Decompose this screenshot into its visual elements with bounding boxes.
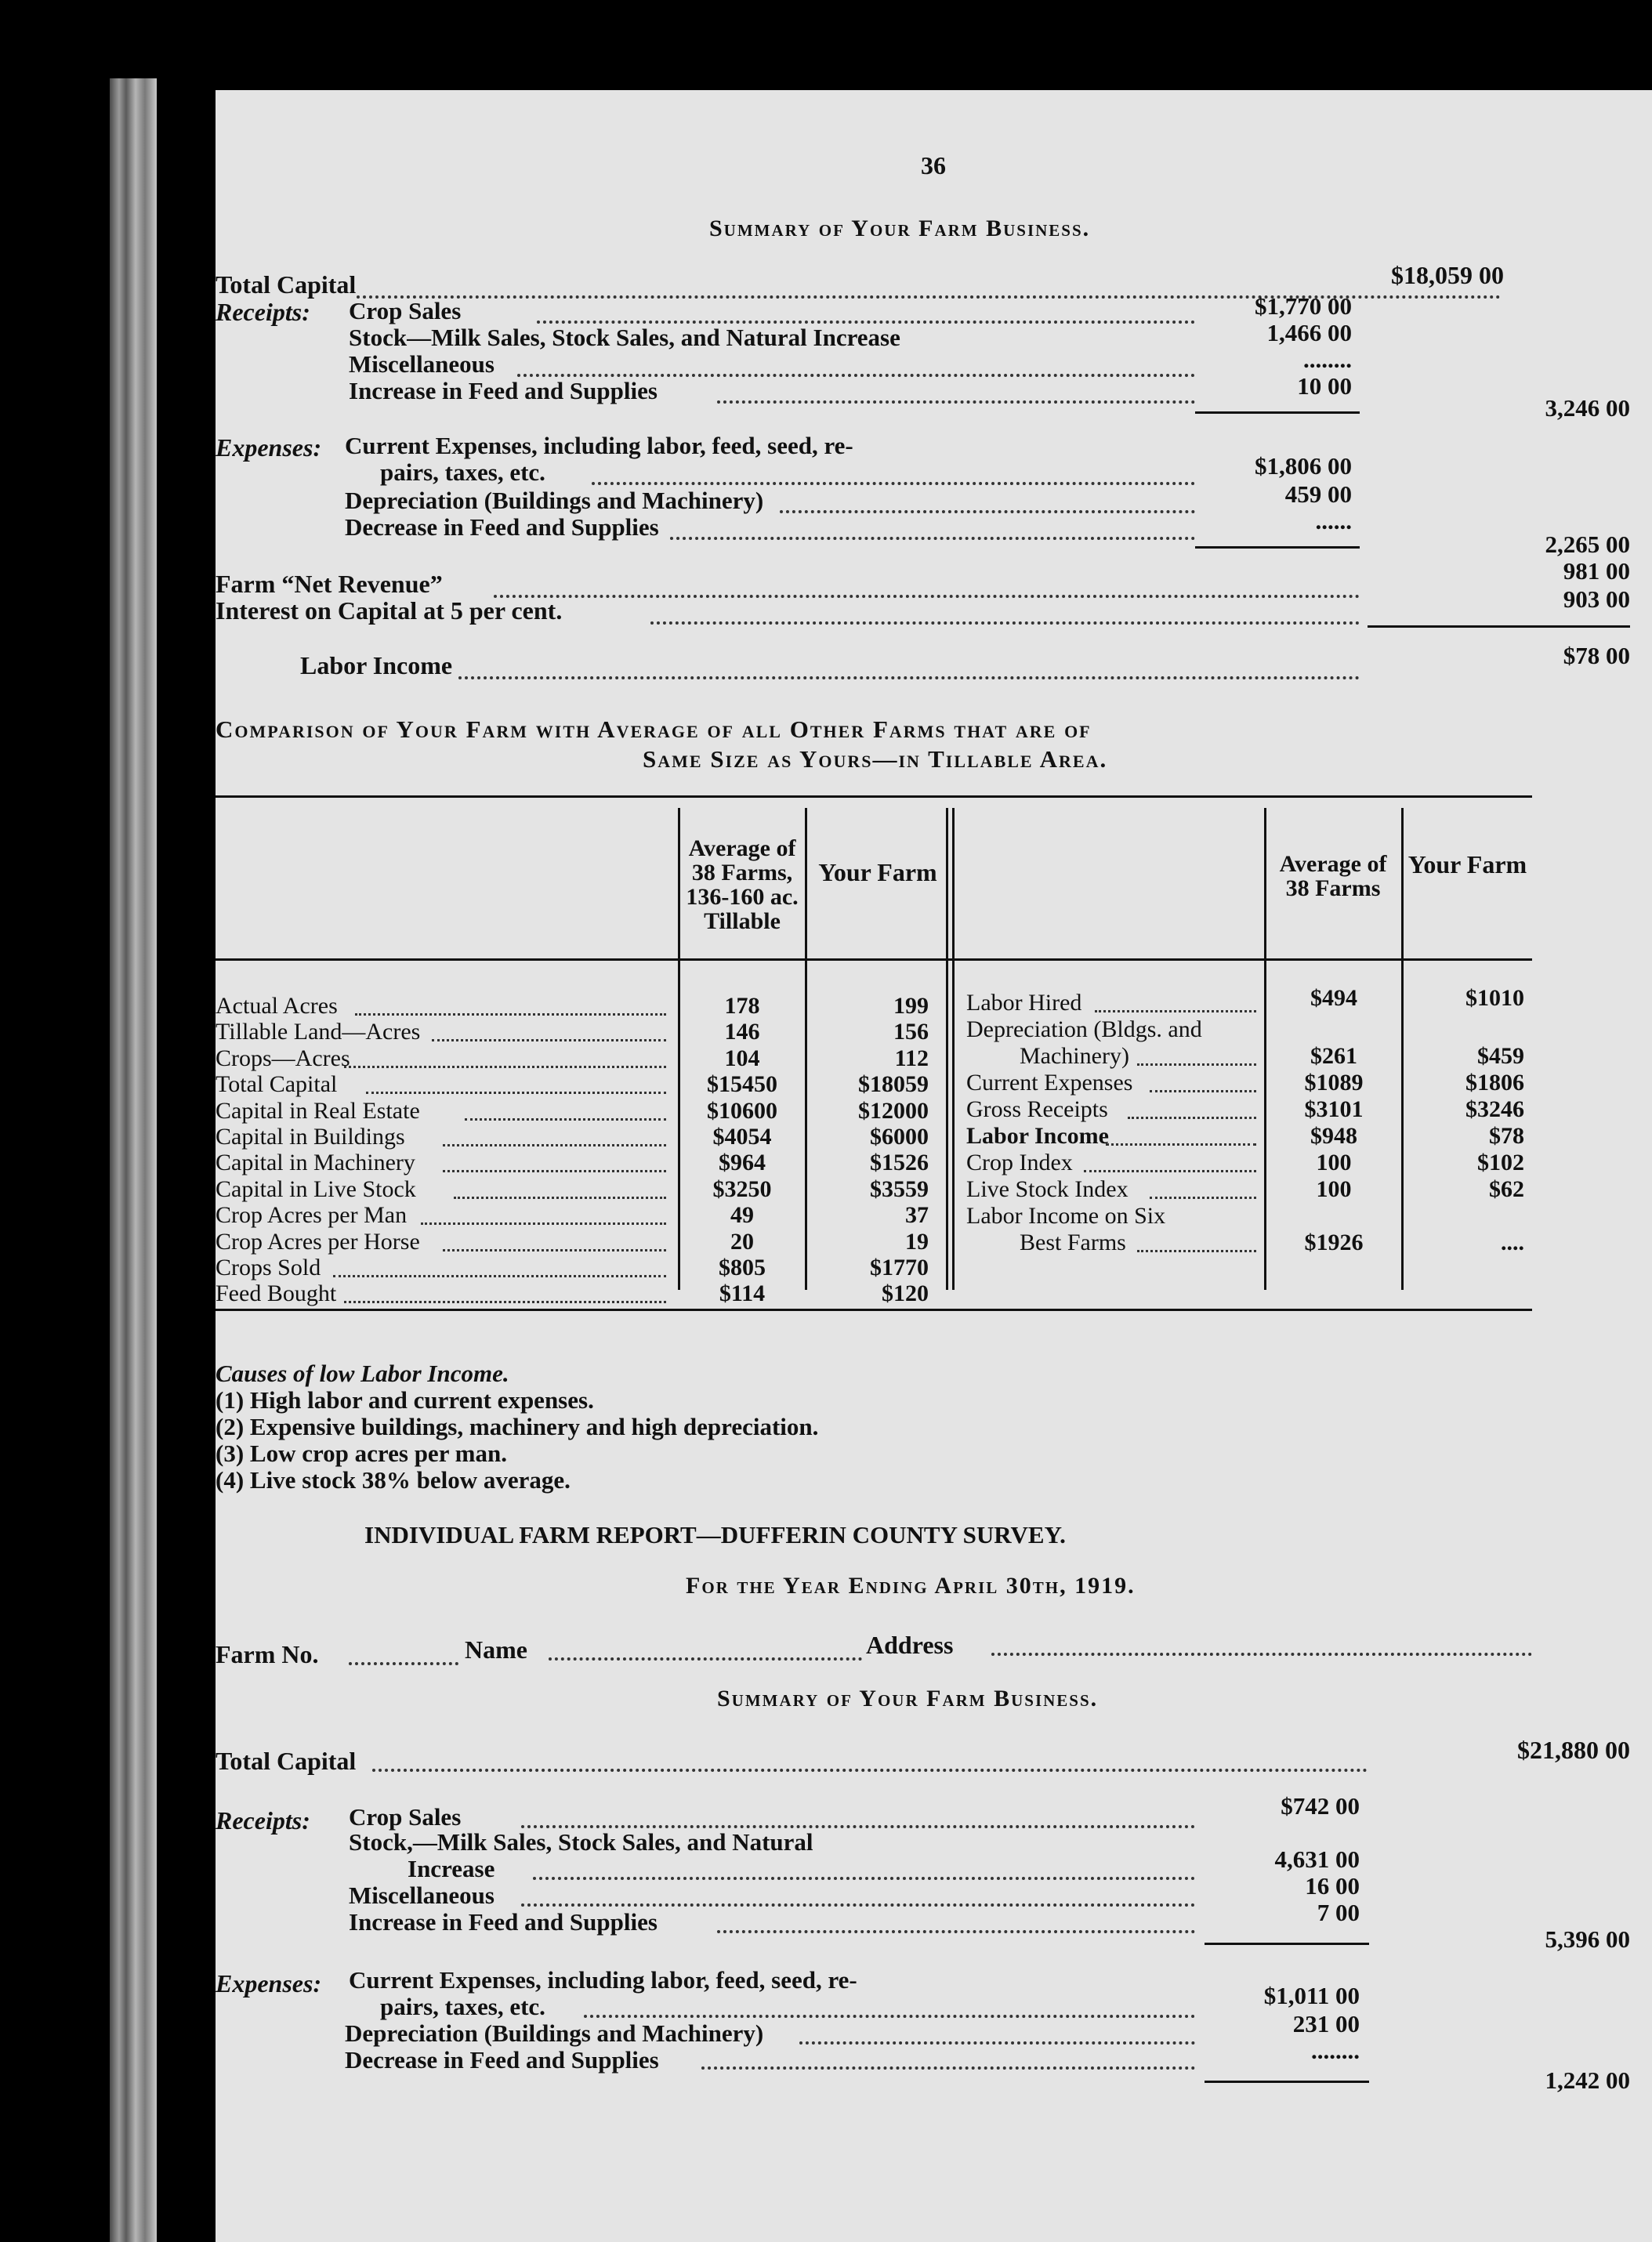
left-row-your-farm: $18059 xyxy=(858,1071,929,1098)
report2-crop-sales-label: Crop Sales xyxy=(349,1803,462,1831)
left-row-label: Feed Bought xyxy=(216,1280,337,1307)
left-row-your-farm: 156 xyxy=(893,1019,929,1045)
interest-label: Interest on Capital at 5 per cent. xyxy=(216,596,563,625)
right-row-label: Labor Income on Six xyxy=(966,1203,1166,1229)
subtotal-rule xyxy=(1205,1943,1369,1945)
comparison-heading-line2: Same Size as Yours—in Tillable Area. xyxy=(643,745,1108,773)
leader-dots xyxy=(1095,1010,1256,1012)
book-edge xyxy=(110,78,157,2242)
leader-dots xyxy=(349,1662,458,1665)
name-label: Name xyxy=(465,1635,527,1664)
leader-dots xyxy=(717,1930,1195,1933)
leader-dots xyxy=(421,1222,666,1225)
right-row-your-farm: $78 xyxy=(1489,1123,1524,1149)
leader-dots xyxy=(443,1170,666,1172)
total-capital-label: Total Capital xyxy=(216,270,357,299)
right-row-label: Machinery) xyxy=(1020,1043,1129,1069)
report2-heading: Summary of Your Farm Business. xyxy=(717,1686,1099,1711)
leader-dots xyxy=(333,1275,666,1277)
left-row-label: Crops Sold xyxy=(216,1255,321,1280)
address-label: Address xyxy=(866,1631,954,1659)
total-rule xyxy=(1368,625,1630,628)
left-row-average: $114 xyxy=(719,1280,766,1307)
left-row-label: Crop Acres per Man xyxy=(216,1202,408,1229)
comparison-heading-line1: Comparison of Your Farm with Average of all Other Farms that are of xyxy=(216,715,1092,743)
expenses-decrease-label: Decrease in Feed and Supplies xyxy=(345,513,659,541)
report2-expenses-depreciation-value: 231 00 xyxy=(1292,2010,1360,2037)
report2-title: INDIVIDUAL FARM REPORT—DUFFERIN COUNTY SURVEY. xyxy=(364,1521,1066,1548)
report2-subtitle: For the Year Ending April 30th, 1919. xyxy=(686,1573,1136,1599)
leader-dots xyxy=(458,676,1360,679)
report2-expenses-decrease-value: ........ xyxy=(1311,2037,1360,2064)
report2-increase-label: Increase in Feed and Supplies xyxy=(349,1908,658,1936)
leader-dots xyxy=(584,2015,1195,2018)
table-bottom-rule xyxy=(216,1309,1532,1311)
right-row-label: Labor Income xyxy=(966,1123,1109,1149)
report2-expenses-label: Expenses: xyxy=(216,1969,322,1998)
leader-dots xyxy=(799,2041,1195,2045)
leader-dots xyxy=(780,510,1195,513)
leader-dots xyxy=(670,537,1195,540)
right-row-average: 100 xyxy=(1316,1150,1352,1175)
left-row-your-farm: $120 xyxy=(882,1280,929,1307)
left-row-your-farm: $12000 xyxy=(858,1097,929,1124)
right-row-average: $1926 xyxy=(1304,1230,1364,1255)
report2-expenses-current-label-cont: pairs, taxes, etc. xyxy=(380,1993,545,2020)
right-row-your-farm: $1806 xyxy=(1465,1070,1524,1096)
right-row-label: Gross Receipts xyxy=(966,1096,1108,1122)
receipt-crop-sales: Crop Sales xyxy=(349,297,462,324)
cause-item: (3) Low crop acres per man. xyxy=(216,1440,507,1467)
expenses-current-label-cont: pairs, taxes, etc. xyxy=(380,458,545,486)
left-header-your-farm: Your Farm xyxy=(818,858,937,886)
right-row-label: Labor Hired xyxy=(966,990,1082,1016)
receipt-misc-value: ........ xyxy=(1303,346,1352,373)
labor-income-label: Labor Income xyxy=(300,651,453,679)
left-row-average: $964 xyxy=(719,1150,766,1176)
report2-expenses-current-value: $1,011 00 xyxy=(1263,1982,1360,2009)
left-header-average: Average of 38 Farms, 136-160 ac. Tillable xyxy=(686,835,799,934)
leader-dots xyxy=(717,400,1195,404)
report2-misc-value: 16 00 xyxy=(1305,1872,1360,1900)
left-row-your-farm: 112 xyxy=(894,1045,929,1071)
leader-dots xyxy=(344,1301,666,1303)
left-row-label: Total Capital xyxy=(216,1071,338,1098)
report2-stock-label: Stock,—Milk Sales, Stock Sales, and Natural xyxy=(349,1828,813,1856)
left-row-your-farm: $3559 xyxy=(870,1175,929,1202)
left-row-label: Crop Acres per Horse xyxy=(216,1228,420,1255)
leader-dots xyxy=(533,1877,1195,1880)
right-row-your-farm: .... xyxy=(1501,1230,1524,1255)
leader-dots xyxy=(432,1039,666,1041)
report2-expenses-total: 1,242 00 xyxy=(1545,2066,1630,2094)
report2-total-capital-label: Total Capital xyxy=(216,1747,357,1775)
right-row-your-farm: $459 xyxy=(1477,1043,1524,1069)
right-row-average: $494 xyxy=(1310,985,1357,1011)
right-row-average: $948 xyxy=(1310,1123,1357,1149)
column-divider xyxy=(805,808,807,1290)
right-row-your-farm: $3246 xyxy=(1465,1096,1524,1122)
left-row-your-farm: 19 xyxy=(905,1228,929,1255)
right-row-average: 100 xyxy=(1316,1176,1352,1202)
right-row-label: Depreciation (Bldgs. and xyxy=(966,1016,1202,1042)
report2-crop-sales-value: $742 00 xyxy=(1281,1792,1360,1820)
report2-misc-label: Miscellaneous xyxy=(349,1882,495,1909)
report2-expenses-decrease-label: Decrease in Feed and Supplies xyxy=(345,2046,659,2074)
leader-dots xyxy=(592,482,1195,485)
leader-dots xyxy=(494,595,1360,598)
receipt-stock-value: 1,466 00 xyxy=(1266,319,1352,346)
right-row-label: Crop Index xyxy=(966,1150,1073,1175)
right-row-label: Best Farms xyxy=(1020,1230,1126,1255)
leader-dots xyxy=(344,1066,666,1068)
leader-dots xyxy=(521,1903,1195,1907)
right-row-your-farm: $102 xyxy=(1477,1150,1524,1175)
leader-dots xyxy=(443,1249,666,1251)
report2-receipts-total: 5,396 00 xyxy=(1545,1925,1630,1953)
right-header-average: Average of 38 Farms xyxy=(1279,851,1387,901)
page xyxy=(216,90,1652,2242)
expenses-depreciation-label: Depreciation (Buildings and Machinery) xyxy=(345,487,764,514)
left-row-label: Crops—Acres xyxy=(216,1045,350,1071)
report2-expenses-current-label: Current Expenses, including labor, feed, seed, re- xyxy=(349,1966,857,1994)
expenses-decrease-value: ...... xyxy=(1315,507,1352,534)
summary-heading: Summary of Your Farm Business. xyxy=(709,216,1091,241)
net-revenue-label: Farm “Net Revenue” xyxy=(216,570,443,598)
leader-dots xyxy=(549,1657,862,1661)
right-row-your-farm: $62 xyxy=(1489,1176,1524,1202)
left-row-your-farm: $1526 xyxy=(870,1150,929,1176)
subtotal-rule xyxy=(1205,2081,1369,2083)
left-row-your-farm: 199 xyxy=(893,993,929,1019)
leader-dots xyxy=(1150,1090,1256,1092)
cause-item: (1) High labor and current expenses. xyxy=(216,1386,594,1414)
leader-dots xyxy=(1084,1170,1256,1172)
report2-stock-value: 4,631 00 xyxy=(1274,1845,1360,1873)
expenses-current-value: $1,806 00 xyxy=(1255,452,1352,480)
receipt-stock: Stock—Milk Sales, Stock Sales, and Natural Increase xyxy=(349,324,900,351)
leader-dots xyxy=(1137,1063,1256,1066)
left-row-average: $10600 xyxy=(707,1097,777,1124)
right-row-label: Live Stock Index xyxy=(966,1176,1129,1202)
right-row-average: $261 xyxy=(1310,1043,1357,1069)
left-row-average: 104 xyxy=(724,1045,760,1071)
table-header-rule xyxy=(216,958,1532,961)
total-capital-value: $18,059 00 xyxy=(1391,261,1504,289)
left-row-label: Capital in Buildings xyxy=(216,1124,405,1150)
leader-dots xyxy=(454,1197,666,1199)
leader-dots xyxy=(650,621,1360,625)
receipts-label: Receipts: xyxy=(216,298,310,326)
receipt-crop-sales-value: $1,770 00 xyxy=(1255,292,1352,320)
left-row-your-farm: 37 xyxy=(905,1202,929,1229)
table-top-rule xyxy=(216,795,1532,798)
leader-dots xyxy=(1106,1143,1256,1146)
left-row-average: 146 xyxy=(724,1019,760,1045)
leader-dots xyxy=(465,1118,666,1121)
receipts-total: 3,246 00 xyxy=(1545,394,1630,422)
left-row-label: Capital in Live Stock xyxy=(216,1175,416,1202)
left-row-your-farm: $1770 xyxy=(870,1255,929,1280)
leader-dots xyxy=(991,1653,1532,1656)
farm-no-label: Farm No. xyxy=(216,1640,319,1668)
leader-dots xyxy=(443,1144,666,1146)
leader-dots xyxy=(1150,1197,1256,1199)
report2-stock-label-cont: Increase xyxy=(408,1855,495,1882)
right-row-average: $1089 xyxy=(1304,1070,1364,1096)
receipt-increase: Increase in Feed and Supplies xyxy=(349,377,658,404)
right-row-label: Current Expenses xyxy=(966,1070,1133,1096)
leader-dots xyxy=(355,1013,666,1016)
right-header-your-farm: Your Farm xyxy=(1407,850,1527,878)
left-row-average: $805 xyxy=(719,1255,766,1280)
report2-expenses-depreciation-label: Depreciation (Buildings and Machinery) xyxy=(345,2019,764,2047)
leader-dots xyxy=(1128,1117,1256,1119)
right-row-average: $3101 xyxy=(1304,1096,1364,1122)
causes-heading: Causes of low Labor Income. xyxy=(216,1360,509,1387)
expenses-total: 2,265 00 xyxy=(1545,531,1630,558)
subtotal-rule xyxy=(1195,546,1360,549)
expenses-label: Expenses: xyxy=(216,433,322,462)
left-row-average: $3250 xyxy=(712,1175,772,1202)
left-row-average: 20 xyxy=(730,1228,754,1255)
leader-dots xyxy=(701,2066,1195,2070)
cause-item: (2) Expensive buildings, machinery and high depreciation. xyxy=(216,1413,819,1440)
receipt-misc: Miscellaneous xyxy=(349,350,495,378)
left-row-average: $15450 xyxy=(707,1071,777,1098)
report2-increase-value: 7 00 xyxy=(1317,1899,1360,1926)
left-row-average: 49 xyxy=(730,1202,754,1229)
report2-total-capital-value: $21,880 00 xyxy=(1517,1736,1630,1764)
labor-income-value: $78 00 xyxy=(1563,642,1630,669)
left-row-label: Tillable Land—Acres xyxy=(216,1019,421,1045)
right-row-your-farm: $1010 xyxy=(1465,985,1524,1011)
cause-item: (4) Live stock 38% below average. xyxy=(216,1466,571,1494)
leader-dots xyxy=(372,1769,1368,1772)
leader-dots xyxy=(1137,1250,1256,1252)
left-row-label: Capital in Machinery xyxy=(216,1150,415,1176)
net-revenue-value: 981 00 xyxy=(1563,557,1630,585)
left-row-average: 178 xyxy=(724,993,760,1019)
leader-dots xyxy=(366,1092,666,1094)
left-row-label: Capital in Real Estate xyxy=(216,1097,420,1124)
left-row-label: Actual Acres xyxy=(216,993,338,1019)
left-row-your-farm: $6000 xyxy=(870,1124,929,1150)
left-row-average: $4054 xyxy=(712,1124,772,1150)
receipt-increase-value: 10 00 xyxy=(1297,372,1352,400)
interest-value: 903 00 xyxy=(1563,585,1630,613)
report2-receipts-label: Receipts: xyxy=(216,1806,310,1835)
column-divider xyxy=(946,808,948,1290)
page-number: 36 xyxy=(921,151,946,179)
subtotal-rule xyxy=(1195,411,1360,414)
expenses-current-label: Current Expenses, including labor, feed, seed, re- xyxy=(345,432,853,459)
column-divider xyxy=(952,808,955,1290)
expenses-depreciation-value: 459 00 xyxy=(1284,480,1352,508)
